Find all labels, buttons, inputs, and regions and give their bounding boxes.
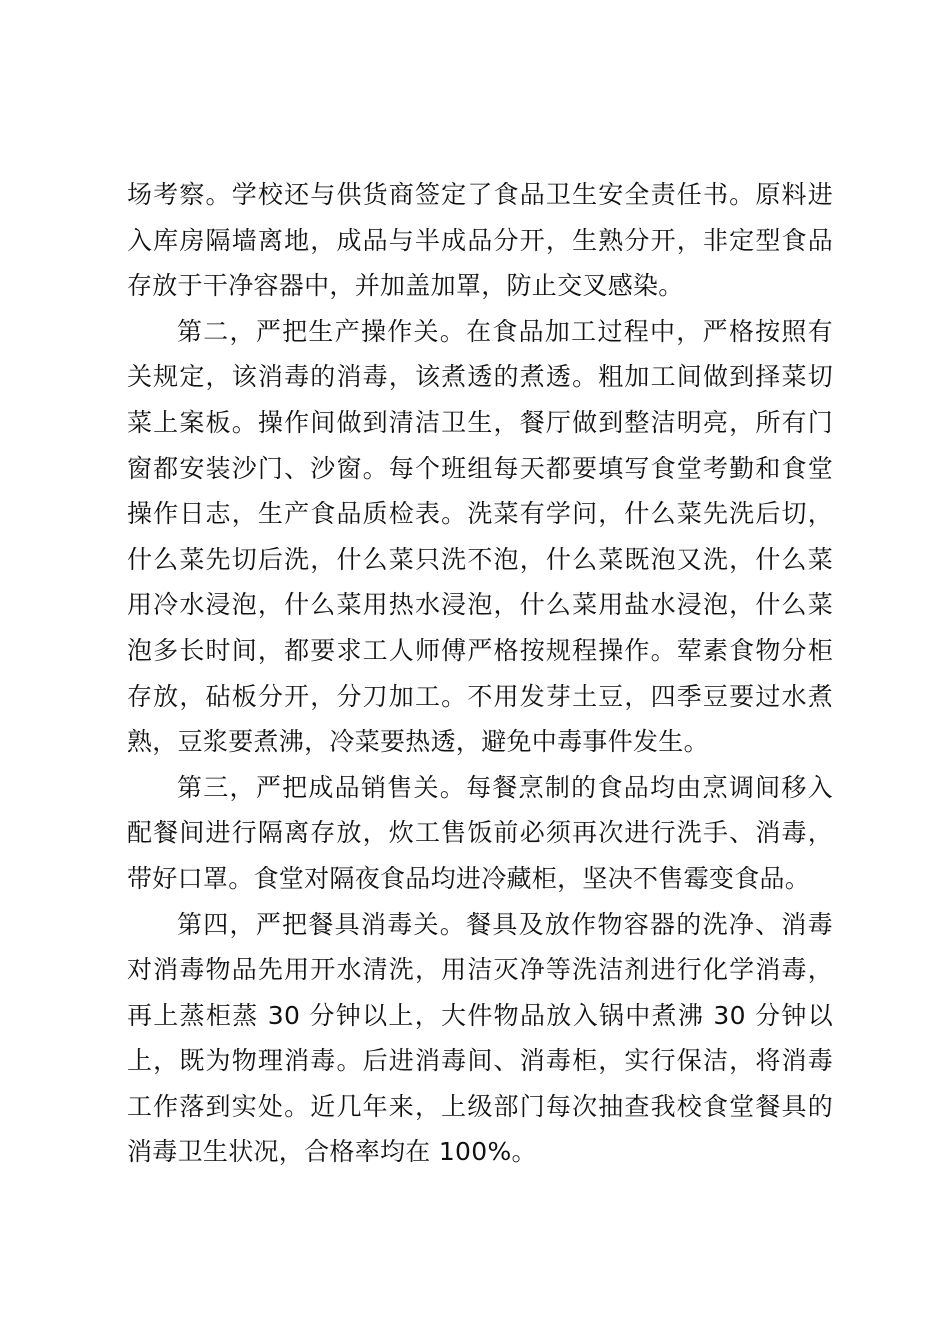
paragraph-production-operation: 第二，严把生产操作关。在食品加工过程中，严格按照有关规定，该消毒的消毒，该煮透的煮透。粗加工间做到择菜切菜上案板。操作间做到清洁卫生，餐厅做到整洁明亮，所有门窗都安装沙门、沙窗。每个班组每天都要填写食堂考勤和食堂操作日志，生产食品质检表。洗菜有学问，什么菜先洗后切，什么菜先切后洗，什么菜只洗不泡，什么菜既泡又洗，什么菜用冷水浸泡，什么菜用热水浸泡，什么菜用盐水浸泡，什么菜泡多长时间，都要求工人师傅严格按规程操作。荤素食物分柜存放，砧板分开，分刀加工。不用发芽土豆，四季豆要过水煮熟，豆浆要煮沸，冷菜要热透，避免中毒事件发生。 <box>127 316 833 757</box>
paragraph-tableware-disinfection: 第四，严把餐具消毒关。餐具及放作物容器的洗净、消毒对消毒物品先用开水清洗，用洁灭净等洗洁剂进行化学消毒，再上蒸柜蒸 30 分钟以上，大件物品放入锅中煮沸 30 分钟以上，既为物理消毒。后进消毒间、消毒柜，实行保洁，将消毒工作落到实处。近几年来，上级部门每次抽查我校食堂餐具的消毒卫生状况，合格率均在 100%。 <box>127 909 833 1167</box>
document-body <box>127 172 833 1175</box>
paragraph-continuation: 场考察。学校还与供货商签定了食品卫生安全责任书。原料进入库房隔墙离地，成品与半成品分开，生熟分开，非定型食品存放于干净容器中，并加盖加罩，防止交叉感染。 <box>127 180 833 301</box>
paragraph-product-sales: 第三，严把成品销售关。每餐烹制的食品均由烹调间移入配餐间进行隔离存放，炊工售饭前必须再次进行洗手、消毒，带好口罩。食堂对隔夜食品均进冷藏柜，坚决不售霉变食品。 <box>127 772 833 893</box>
